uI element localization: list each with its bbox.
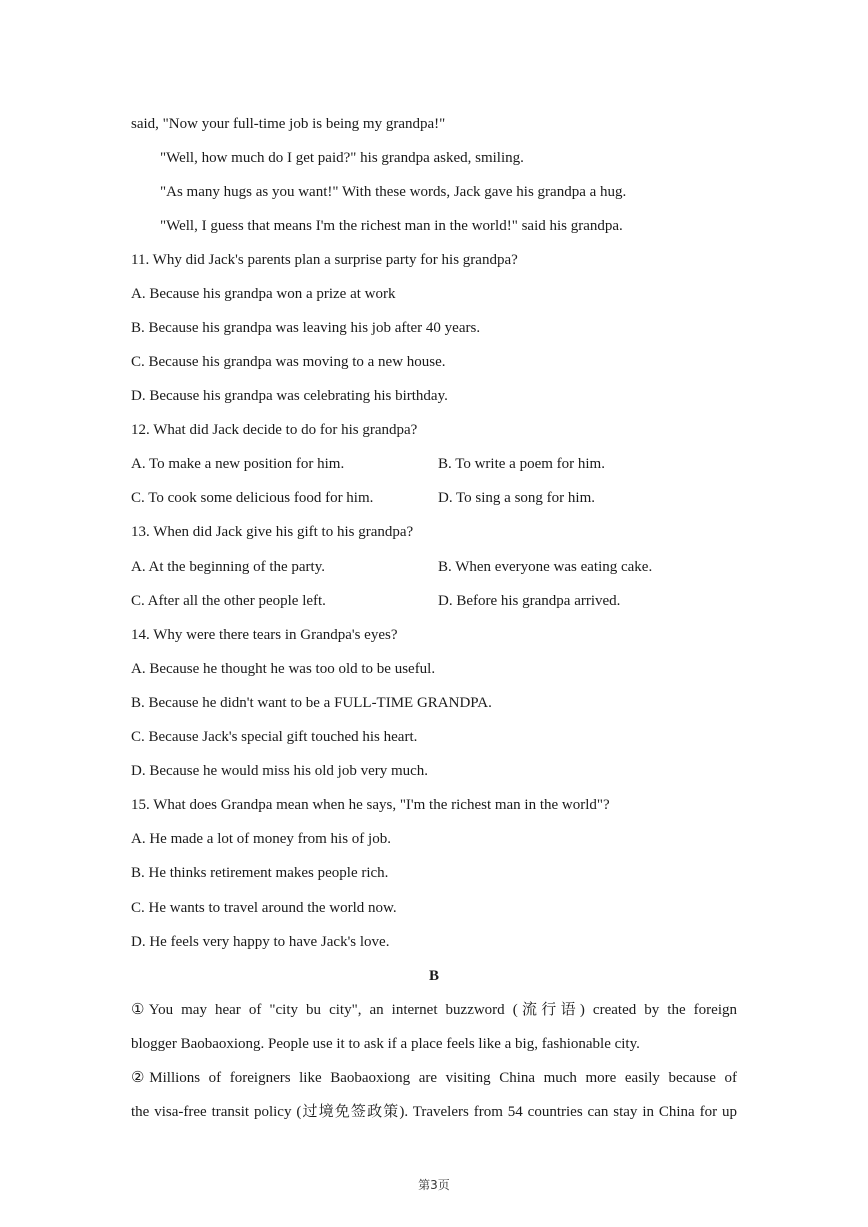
passage-b-line: ②Millions of foreigners like Baobaoxiong are visiting China much more easily because of	[131, 1070, 737, 1086]
question-stem: 11. Why did Jack's parents plan a surprise party for his grandpa?	[131, 252, 518, 268]
passage-a-line: "As many hugs as you want!" With these words, Jack gave his grandpa a hug.	[160, 184, 627, 200]
passage-a-line: "Well, how much do I get paid?" his grandpa asked, smiling.	[160, 150, 524, 166]
answer-option: D. Before his grandpa arrived.	[438, 593, 621, 609]
answer-option: D. He feels very happy to have Jack's love.	[131, 934, 390, 950]
answer-option: A. At the beginning of the party.	[131, 559, 325, 575]
answer-option: C. After all the other people left.	[131, 593, 326, 609]
answer-option: A. To make a new position for him.	[131, 456, 345, 472]
answer-option: C. Because Jack's special gift touched his heart.	[131, 729, 418, 745]
question-stem: 15. What does Grandpa mean when he says, "I'm the richest man in the world"?	[131, 797, 610, 813]
passage-a-line: said, "Now your full-time job is being my grandpa!"	[131, 116, 446, 132]
answer-option: D. Because his grandpa was celebrating his birthday.	[131, 388, 448, 404]
answer-option: B. Because his grandpa was leaving his job after 40 years.	[131, 320, 481, 336]
passage-a-line: "Well, I guess that means I'm the richest man in the world!" said his grandpa.	[160, 218, 623, 234]
section-heading: B	[428, 968, 439, 984]
answer-option: A. He made a lot of money from his of job.	[131, 831, 391, 847]
question-stem: 12. What did Jack decide to do for his grandpa?	[131, 422, 418, 438]
passage-b-line: blogger Baobaoxiong. People use it to ask if a place feels like a big, fashionable city.	[131, 1036, 640, 1052]
answer-option: B. He thinks retirement makes people rich.	[131, 865, 389, 881]
answer-option: C. He wants to travel around the world now.	[131, 900, 397, 916]
answer-option: B. Because he didn't want to be a FULL-TIME GRANDPA.	[131, 695, 492, 711]
answer-option: B. When everyone was eating cake.	[438, 559, 653, 575]
answer-option: D. To sing a song for him.	[438, 490, 596, 506]
answer-option: A. Because he thought he was too old to be useful.	[131, 661, 436, 677]
answer-option: B. To write a poem for him.	[438, 456, 605, 472]
question-stem: 14. Why were there tears in Grandpa's eyes?	[131, 627, 398, 643]
passage-b-line: the visa-free transit policy (过境免签政策). Travelers from 54 countries can stay in China for up	[131, 1104, 737, 1120]
answer-option: C. To cook some delicious food for him.	[131, 490, 374, 506]
answer-option: C. Because his grandpa was moving to a new house.	[131, 354, 446, 370]
page-number: 第3页	[418, 1178, 450, 1192]
passage-b-line: ①You may hear of "city bu city", an internet buzzword (流行语) created by the foreign	[131, 1002, 737, 1018]
answer-option: A. Because his grandpa won a prize at work	[131, 286, 396, 302]
question-stem: 13. When did Jack give his gift to his grandpa?	[131, 524, 414, 540]
answer-option: D. Because he would miss his old job very much.	[131, 763, 429, 779]
